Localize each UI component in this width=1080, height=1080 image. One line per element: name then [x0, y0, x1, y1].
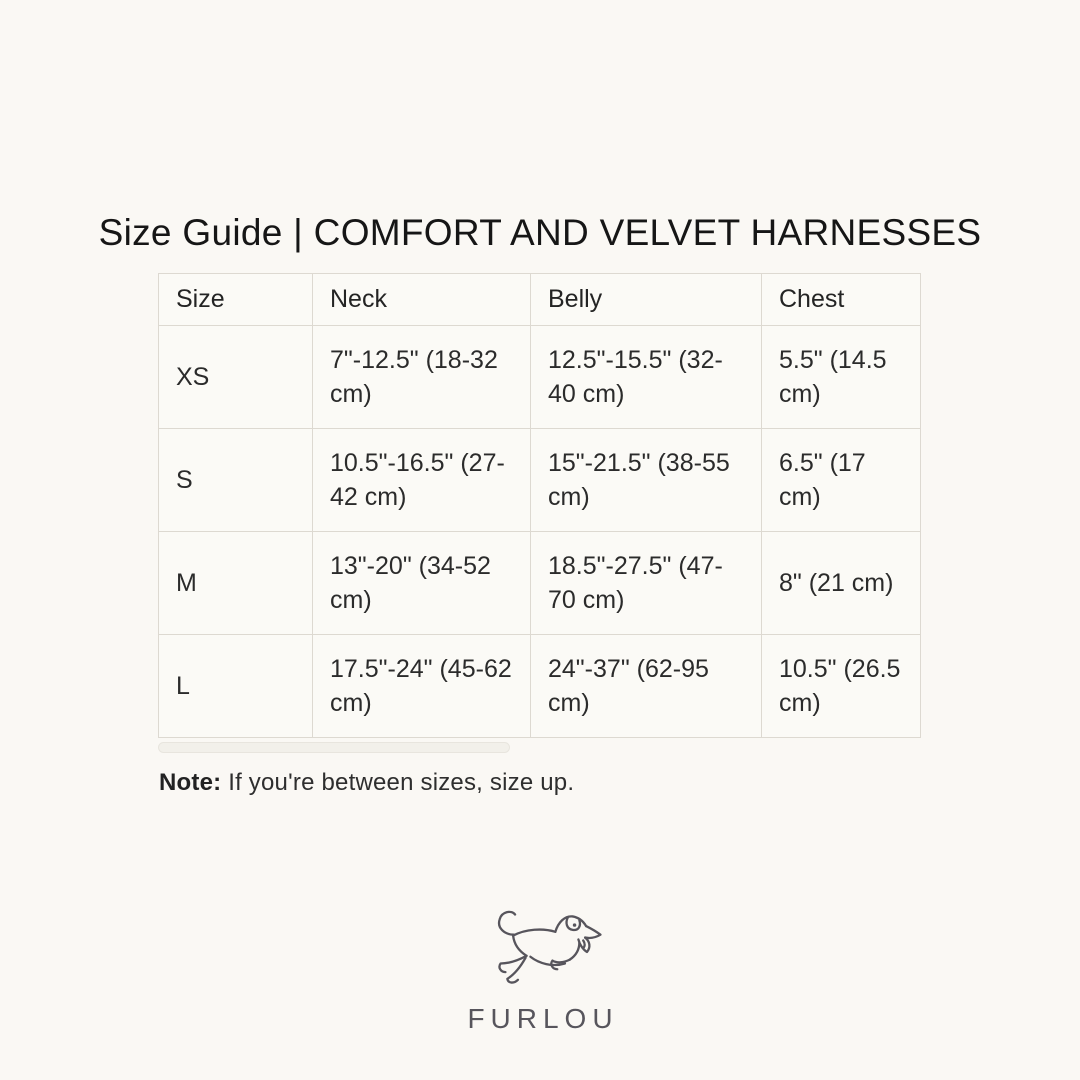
- cell-neck: 13"-20" (34-52 cm): [313, 532, 531, 635]
- table-row: [159, 635, 921, 738]
- cell-neck: 7"-12.5" (18-32 cm): [313, 326, 531, 429]
- cell-belly: 15"-21.5" (38-55 cm): [531, 429, 762, 532]
- table-row: [159, 532, 921, 635]
- cell-belly: 24"-37" (62-95 cm): [531, 635, 762, 738]
- table-header-row: [159, 274, 921, 326]
- column-header-chest: Chest: [762, 274, 921, 326]
- cell-neck: 10.5"-16.5" (27-42 cm): [313, 429, 531, 532]
- column-header-belly: Belly: [531, 274, 762, 326]
- cell-size: S: [159, 429, 313, 532]
- cell-size: XS: [159, 326, 313, 429]
- cell-chest: 10.5" (26.5 cm): [762, 635, 921, 738]
- leaping-dog-icon: [465, 903, 615, 999]
- column-header-size: Size: [159, 274, 313, 326]
- brand-wordmark: FURLOU: [467, 1003, 619, 1034]
- brand-logo-block: [0, 903, 1080, 1035]
- size-note: [159, 769, 574, 797]
- table-row: [159, 429, 921, 532]
- horizontal-scrollbar-thumb[interactable]: [158, 742, 510, 753]
- cell-chest: 6.5" (17 cm): [762, 429, 921, 532]
- cell-size: M: [159, 532, 313, 635]
- cell-belly: 12.5"-15.5" (32-40 cm): [531, 326, 762, 429]
- cell-belly: 18.5"-27.5" (47-70 cm): [531, 532, 762, 635]
- cell-size: L: [159, 635, 313, 738]
- cell-neck: 17.5"-24" (45-62 cm): [313, 635, 531, 738]
- note-text: If you're between sizes, size up.: [221, 769, 575, 796]
- column-header-neck: Neck: [313, 274, 531, 326]
- cell-chest: 8" (21 cm): [762, 532, 921, 635]
- note-label: Note:: [159, 769, 222, 796]
- table-row: [159, 326, 921, 429]
- page-title: Size Guide | COMFORT AND VELVET HARNESSES: [98, 212, 982, 253]
- size-guide-table: [158, 273, 921, 738]
- cell-chest: 5.5" (14.5 cm): [762, 326, 921, 429]
